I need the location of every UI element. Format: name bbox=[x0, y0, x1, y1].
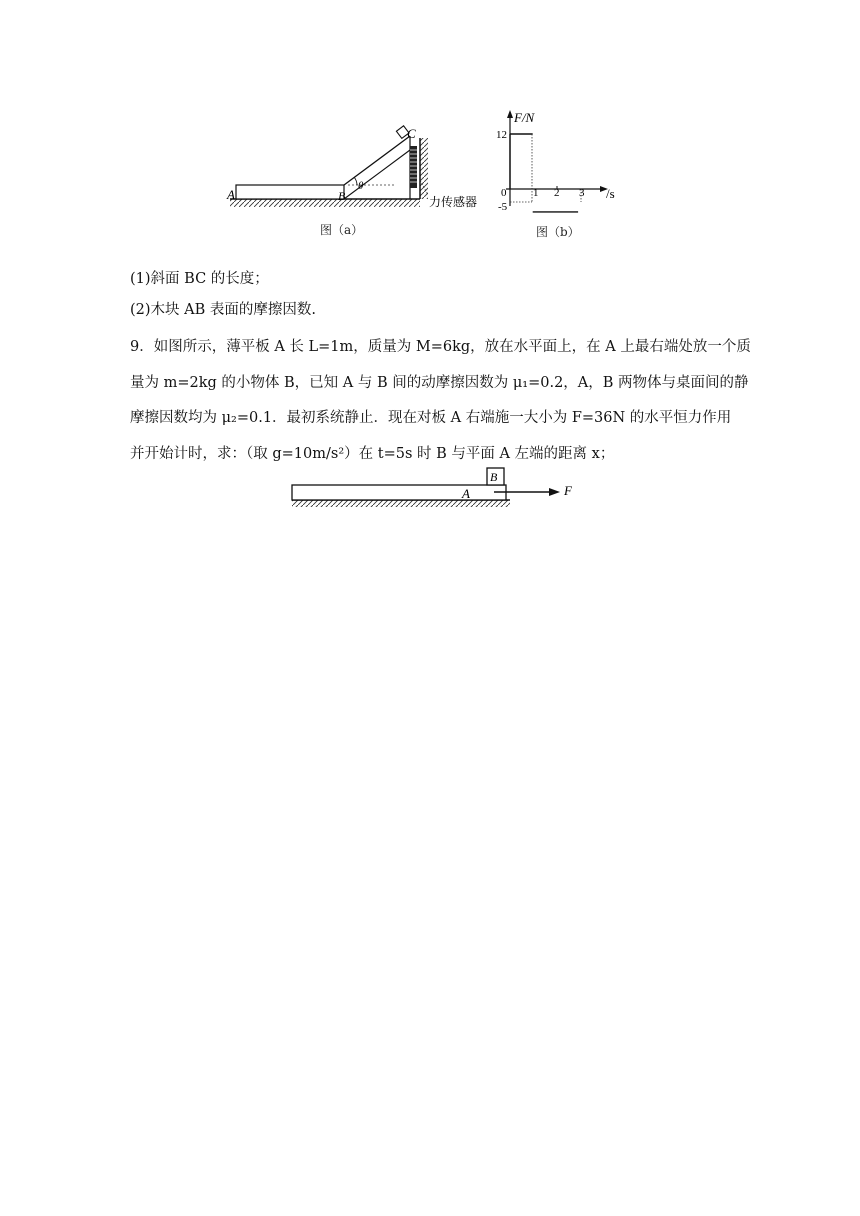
y-axis-label: F/N bbox=[514, 110, 535, 125]
tick-0: 0 bbox=[501, 187, 507, 199]
incline-bc bbox=[344, 136, 410, 185]
tick-neg5: -5 bbox=[498, 201, 508, 213]
problem-9-line-2: 量为 m=2kg 的小物体 B，已知 A 与 B 间的动摩擦因数为 μ₁=0.2，A，B 两物体与桌面间的静 bbox=[130, 375, 749, 391]
board-ab bbox=[236, 185, 344, 199]
question-2: (2)木块 AB 表面的摩擦因数. bbox=[130, 302, 316, 318]
tick-1: 1 bbox=[533, 187, 539, 199]
plank-a bbox=[292, 485, 506, 500]
wall-hatch bbox=[420, 138, 428, 199]
figure-plank bbox=[288, 465, 584, 513]
problem-9-line-3: 摩擦因数均为 μ₂=0.1．最初系统静止．现在对板 A 右端施一大小为 F=36N 的水平恒力作用 bbox=[130, 410, 732, 426]
problem-9-line-1: 9．如图所示，薄平板 A 长 L=1m，质量为 M=6kg，放在水平面上，在 A 上最右端处放一个质 bbox=[130, 339, 751, 355]
figure-a bbox=[224, 122, 494, 220]
label-b: B bbox=[490, 470, 498, 484]
label-c: C bbox=[407, 126, 416, 141]
question-1: (1)斜面 BC 的长度； bbox=[130, 271, 269, 287]
theta-arc bbox=[354, 177, 357, 185]
ground-hatch bbox=[230, 199, 420, 207]
force-arrow-head bbox=[549, 488, 560, 496]
label-f: F bbox=[564, 483, 572, 498]
label-b: B bbox=[338, 189, 346, 203]
label-theta: θ bbox=[358, 180, 364, 192]
tick-3: 3 bbox=[579, 187, 585, 199]
figure-a-caption: 图（a） bbox=[320, 223, 364, 237]
problem-9-line-4: 并开始计时，求：（取 g=10m/s²）在 t=5s 时 B 与平面 A 左端的距离 x； bbox=[130, 446, 615, 462]
tick-12: 12 bbox=[496, 129, 507, 141]
y-axis-arrow bbox=[507, 110, 513, 118]
sensor-label: 力传感器 bbox=[429, 195, 478, 209]
figure-b bbox=[496, 106, 626, 216]
label-a: A bbox=[462, 486, 470, 501]
figure-b-caption: 图（b） bbox=[536, 225, 580, 239]
x-axis-label: /s bbox=[606, 186, 615, 201]
tick-2: 2 bbox=[554, 187, 560, 199]
ground-hatch bbox=[292, 500, 510, 507]
label-a: A bbox=[227, 187, 235, 202]
